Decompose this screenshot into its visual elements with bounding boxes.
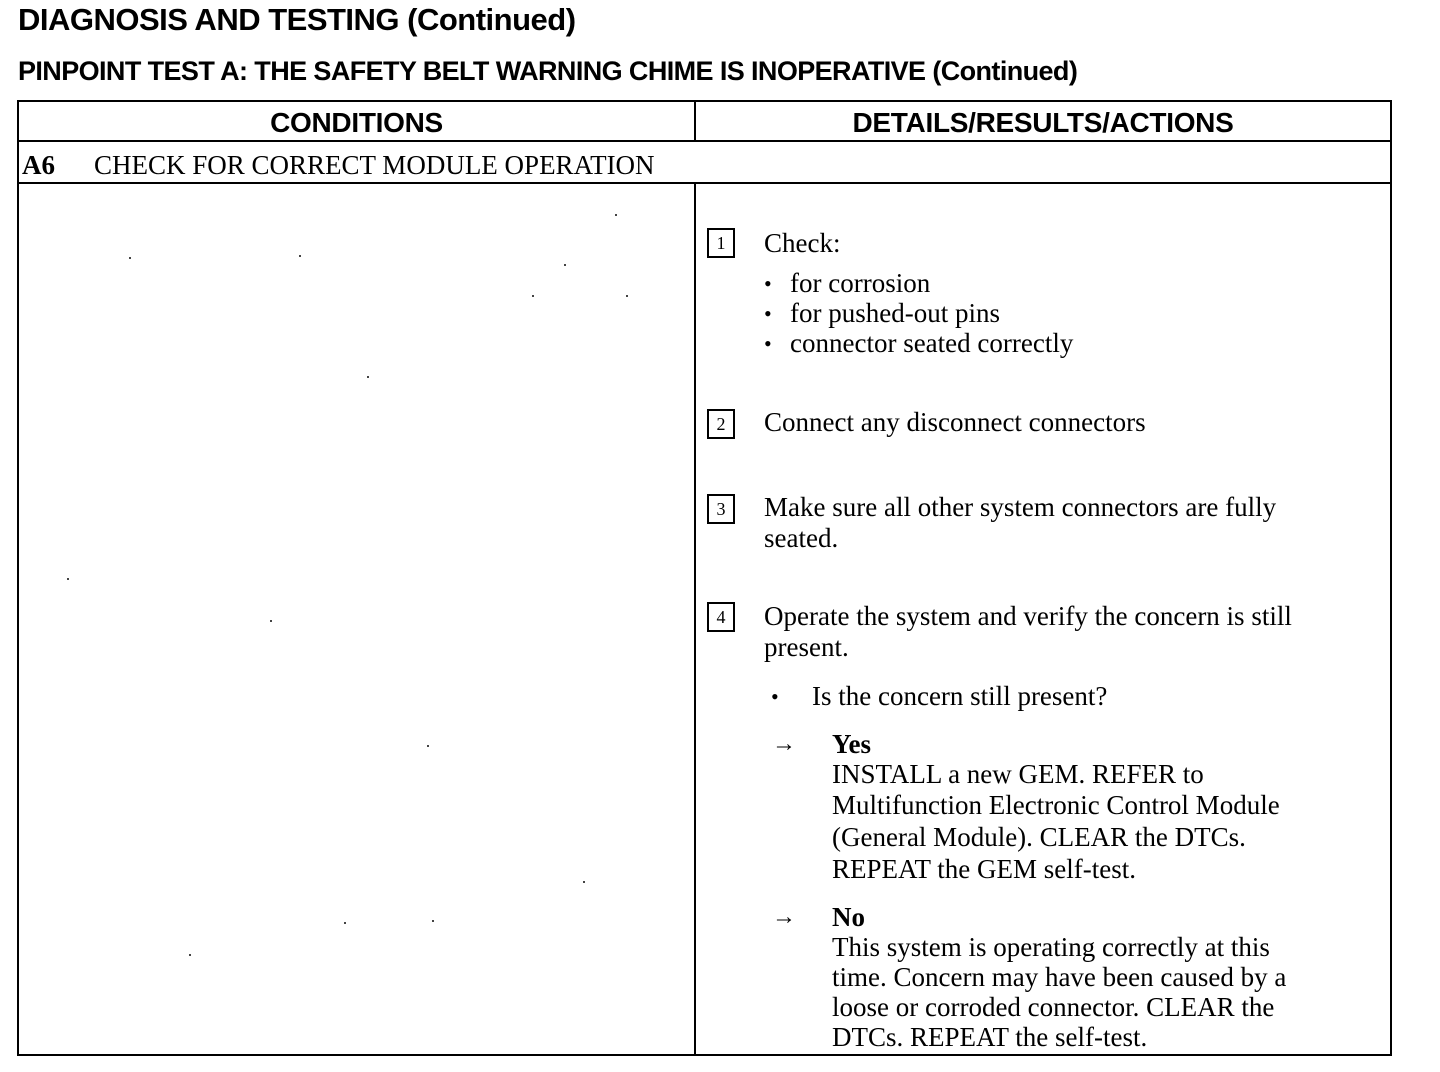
scan-speck xyxy=(344,922,346,924)
action-1-bullet-3: connector seated correctly xyxy=(790,328,1074,358)
action-1-bullet-1: for corrosion xyxy=(790,268,931,298)
scan-speck xyxy=(67,578,69,580)
right-arrow-icon: → xyxy=(772,904,796,930)
bullet-icon: • xyxy=(771,684,779,709)
step-row xyxy=(22,146,655,184)
action-4-number-box: 4 xyxy=(707,602,735,632)
scan-speck xyxy=(615,214,617,216)
yes-line-1: INSTALL a new GEM. REFER to xyxy=(832,759,1204,789)
scan-speck xyxy=(427,745,429,747)
no-label: No xyxy=(832,902,865,932)
scan-speck xyxy=(129,257,131,259)
no-line-1: This system is operating correctly at this xyxy=(832,932,1270,962)
bullet-icon: • xyxy=(764,331,772,356)
action-4-line-1: Operate the system and verify the concern is still xyxy=(764,601,1292,631)
pinpoint-test-title: PINPOINT TEST A: THE SAFETY BELT WARNING CHIME IS INOPERATIVE (Continued) xyxy=(18,56,1078,86)
step-title: CHECK FOR CORRECT MODULE OPERATION xyxy=(94,150,655,180)
scan-speck xyxy=(189,954,191,956)
scan-speck xyxy=(564,264,566,266)
action-2-text: Connect any disconnect connectors xyxy=(764,407,1146,437)
yes-line-3: (General Module). CLEAR the DTCs. xyxy=(832,822,1246,852)
action-3-line-1: Make sure all other system connectors are fully xyxy=(764,492,1277,522)
no-line-3: loose or corroded connector. CLEAR the xyxy=(832,992,1275,1022)
body-column-divider xyxy=(694,182,696,1054)
scan-speck xyxy=(270,620,272,622)
action-3-line-2: seated. xyxy=(764,523,839,553)
section-title: DIAGNOSIS AND TESTING (Continued) xyxy=(18,2,576,37)
scan-speck xyxy=(532,295,534,297)
conditions-column-header: CONDITIONS xyxy=(270,107,443,138)
action-1-text: Check: xyxy=(764,228,841,258)
scan-speck xyxy=(626,295,628,297)
no-line-4: DTCs. REPEAT the self-test. xyxy=(832,1022,1148,1052)
scan-speck xyxy=(432,920,434,922)
action-3-number-box: 3 xyxy=(707,494,735,524)
details-column-header: DETAILS/RESULTS/ACTIONS xyxy=(852,107,1234,138)
bullet-icon: • xyxy=(764,301,772,326)
scan-speck xyxy=(367,376,369,378)
yes-line-2: Multifunction Electronic Control Module xyxy=(832,790,1280,820)
yes-label: Yes xyxy=(832,729,871,759)
right-arrow-icon: → xyxy=(772,731,796,757)
action-2-number-box: 2 xyxy=(707,409,735,439)
action-4-question: Is the concern still present? xyxy=(812,681,1108,711)
action-1-bullet-2: for pushed-out pins xyxy=(790,298,1000,328)
no-line-2: time. Concern may have been caused by a xyxy=(832,962,1287,992)
action-4-line-2: present. xyxy=(764,632,849,662)
yes-line-4: REPEAT the GEM self-test. xyxy=(832,854,1136,884)
step-id: A6 xyxy=(22,150,55,180)
pinpoint-test-table xyxy=(17,100,1392,1056)
bullet-icon: • xyxy=(764,271,772,296)
action-1-number-box: 1 xyxy=(707,228,735,258)
scan-speck xyxy=(299,255,301,257)
scan-speck xyxy=(583,881,585,883)
